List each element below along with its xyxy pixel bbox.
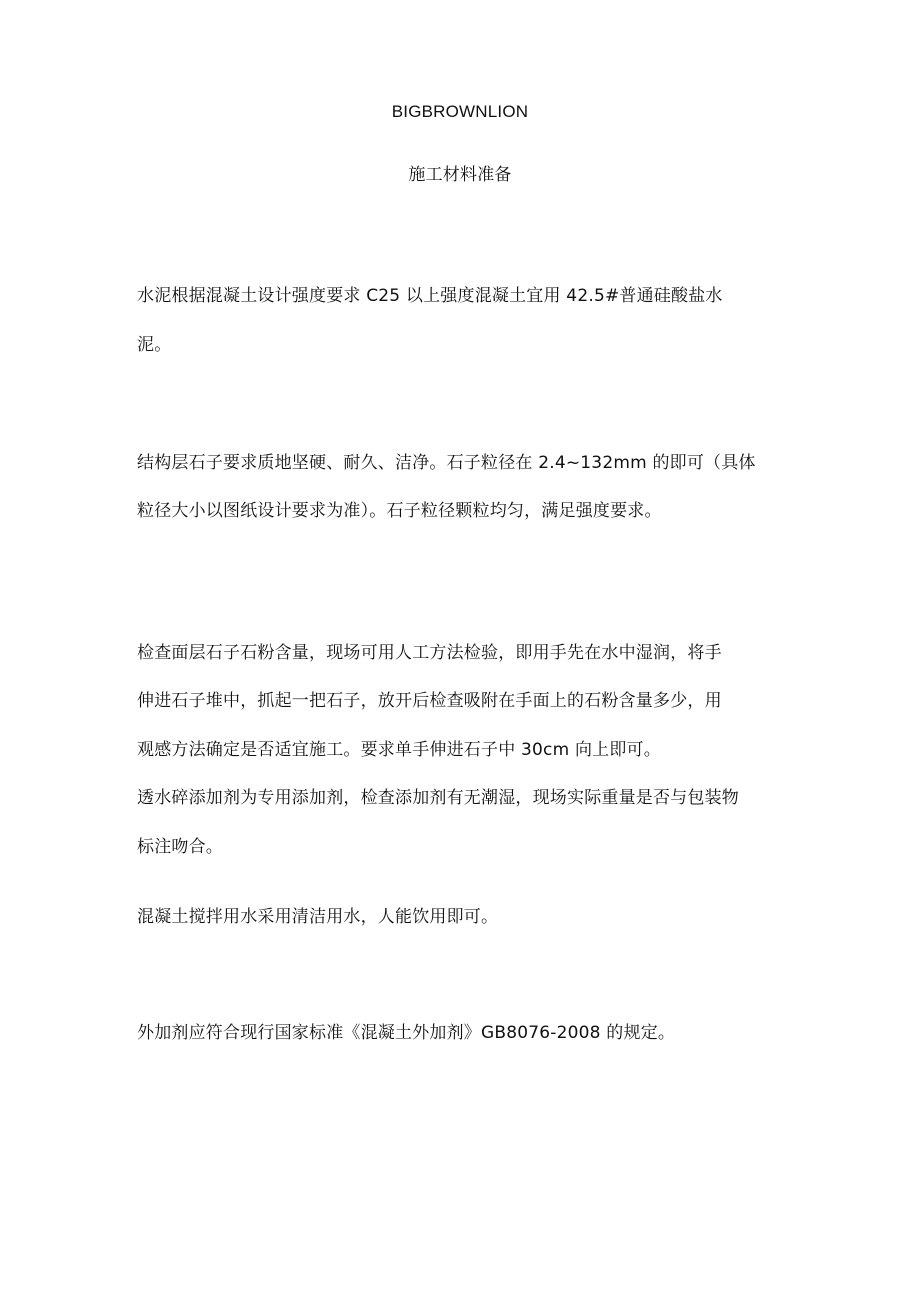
paragraph-line: 透水碎添加剂为专用添加剂，检查添加剂有无潮湿，现场实际重量是否与包装物 — [137, 788, 739, 808]
document-title: 施工材料准备 — [408, 165, 512, 185]
paragraph-line: 粒径大小以图纸设计要求为准）。石子粒径颗粒均匀，满足强度要求。 — [137, 501, 662, 521]
paragraph-line: 外加剂应符合现行国家标准《混凝土外加剂》GB8076-2008 的规定。 — [137, 1023, 676, 1043]
paragraph-line: 混凝土搅拌用水采用清洁用水，人能饮用即可。 — [137, 907, 499, 927]
paragraph-line: 观感方法确定是否适宜施工。要求单手伸进石子中 30cm 向上即可。 — [137, 740, 661, 760]
paragraph-line: 泥。 — [137, 335, 172, 355]
paragraph-line: 水泥根据混凝土设计强度要求 C25 以上强度混凝土宜用 42.5#普通硅酸盐水 — [137, 286, 723, 306]
paragraph-line: 伸进石子堆中，抓起一把石子，放开后检查吸附在手面上的石粉含量多少，用 — [137, 691, 722, 711]
paragraph-line: 标注吻合。 — [137, 837, 223, 857]
paragraph-line: 检查面层石子石粉含量，现场可用人工方法检验，即用手先在水中湿润，将手 — [137, 643, 722, 663]
document-header-brand: BIGBROWNLION — [391, 102, 529, 121]
paragraph-line: 结构层石子要求质地坚硬、耐久、洁净。石子粒径在 2.4~132mm 的即可（具体 — [137, 453, 756, 473]
